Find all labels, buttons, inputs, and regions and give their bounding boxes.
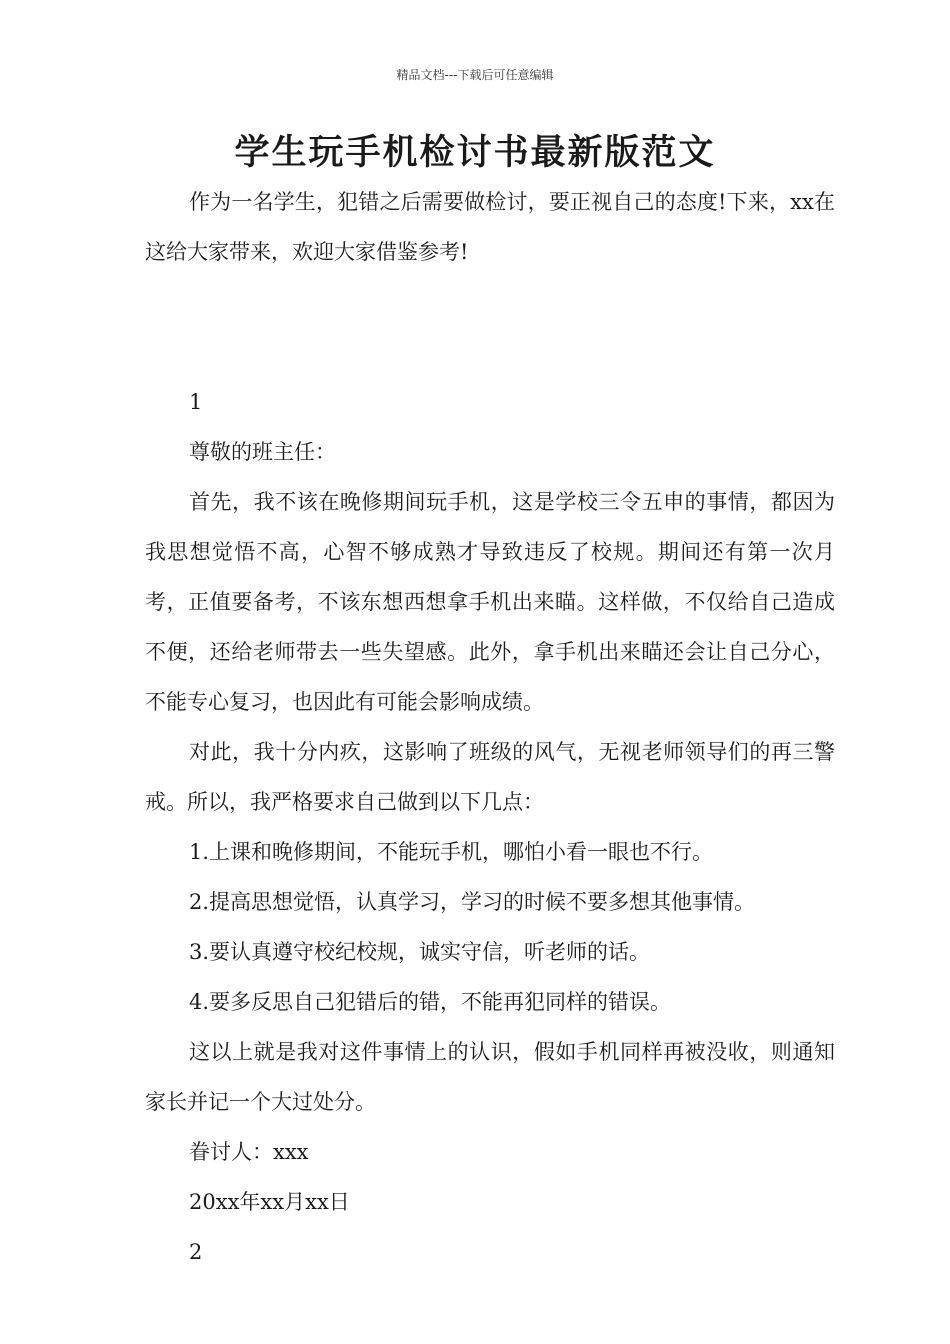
paragraph-1: 首先，我不该在晚修期间玩手机，这是学校三令五申的事情，都因为我思想觉悟不高，心智不够成熟才导致违反了校规。期间还有第一次月考，正值要备考，不该东想西想拿手机出来瞄。这样做，不仅给自己造成不便，还给老师带去一些失望感。此外，拿手机出来瞄还会让自己分心，不能专心复习，也因此有可能会影响成绩。 bbox=[145, 490, 835, 714]
section-number-1: 1 bbox=[189, 390, 203, 414]
section-number-2: 2 bbox=[189, 1240, 203, 1264]
paragraph-2: 对此，我十分内疚，这影响了班级的风气，无视老师领导们的再三警戒。所以，我严格要求自己做到以下几点： bbox=[145, 740, 835, 814]
paragraph-3: 这以上就是我对这件事情上的认识，假如手机同样再被没收，则通知家长并记一个大过处分。 bbox=[145, 1040, 835, 1114]
list-item: 4.要多反思自己犯错后的错，不能再犯同样的错误。 bbox=[189, 990, 672, 1014]
intro-paragraph: 作为一名学生，犯错之后需要做检讨，要正视自己的态度!下来，xx在这给大家带来，欢迎大家借鉴参考! bbox=[145, 190, 835, 264]
blank-spacer bbox=[145, 277, 835, 377]
header-note: 精品文档---下载后可任意编辑 bbox=[396, 68, 554, 82]
salutation: 尊敬的班主任： bbox=[189, 440, 336, 464]
list-item: 1.上课和晚修期间，不能玩手机，哪怕小看一眼也不行。 bbox=[189, 840, 714, 864]
signature: 眷讨人：xxx bbox=[189, 1140, 309, 1164]
list-item: 2.提高思想觉悟，认真学习，学习的时候不要多想其他事情。 bbox=[189, 890, 756, 914]
list-item: 3.要认真遵守校纪校规，诚实守信，听老师的话。 bbox=[189, 940, 651, 964]
date: 20xx年xx月xx日 bbox=[189, 1190, 350, 1214]
document-title: 学生玩手机检讨书最新版范文 bbox=[234, 133, 716, 173]
document-body bbox=[145, 177, 835, 1277]
